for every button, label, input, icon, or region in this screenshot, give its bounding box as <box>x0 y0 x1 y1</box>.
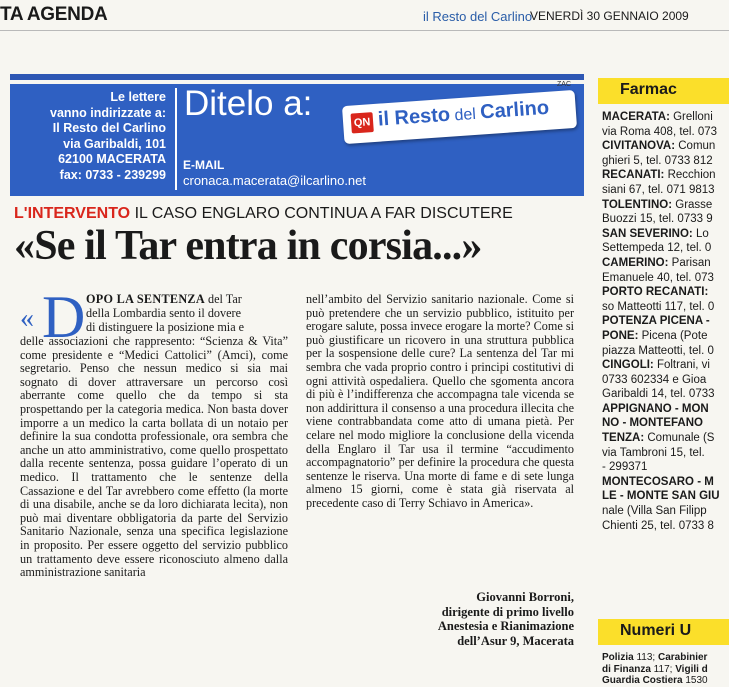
address-line: via Garibaldi, 101 <box>63 136 166 151</box>
banner-divider <box>175 88 177 190</box>
pharmacy-line: Settempeda 12, tel. 0 <box>602 242 712 255</box>
article-lead <box>20 284 288 350</box>
lead-line: di distinguere la posizione mia e <box>86 320 245 334</box>
pharmacy-line: nale (Villa San Filipp <box>602 505 707 518</box>
logo-wordmark: il Resto del Carlino <box>377 96 550 131</box>
issue-date: VENERDÌ 30 GENNAIO 2009 <box>530 9 689 23</box>
author-signature <box>438 590 574 648</box>
pharmacy-title: Farmac <box>620 81 677 98</box>
address-line: Le lettere <box>110 90 166 104</box>
pharmacy-line: piazza Matteotti, tel. 0 <box>602 344 714 357</box>
pharmacy-line: NO - MONTEFANO <box>602 417 703 430</box>
article-body-part: nell’ambito del Servizio sanitario nazionale. Come si può pretendere che un servizio pubblico, istituito per erogare salute, possa invece erogare la morte? Come si può giustificare un ricovero in una struttura pubblica per la sospensione delle cure? La sentenza del Tar mi sembra che vada proprio contro i principi costitutivi di ogni attività ospedaliera. Quello che sgomenta ancora di più è l’indifferenza che accompagna tale vicenda se non addirittura il consenso a una procedura illecita che viene contrabbandata come atto di umana pietà. Per celare nel modo migliore la conclusione della vicenda della Englaro il Tar usa il termine “accudimento accompagnatorio” per definire la procedura che questa sentenze le riserva. Una morte di fame e di sete lunga almeno 15 giorni, come è stata già riservata al precedente caso di Terry Schiavo in America». <box>306 292 574 510</box>
article-body-part: delle associazioni che rappresento: “Scienza & Vita” come presidente e “Medici Cattolici” (Amci), come segretario. Penso che nessun medico si sia mai sognato di dover attraversare un percorso così aberrante come quello che da tempo si sta prospettando per la categoria medica. Non basta dover imporre a un medico la carta bollata di un notaio per definire la sua condotta professionale, ora sembra che anche un atto amministrativo, come quello prospettato dalla recente sentenza, possa guidare l’operato di un medico. Il trattamento che le sentenze della Cassazione e del Tar avrebbero come effetto (la morte di una disabile, anche se da loro dichiarata lecita), non può mai diventare obbligatoria da parte del Servizio Sanitario Nazionale, senza una specifica legislazione in proposito. Per essere oggetto del servizio pubblico un trattamento deve essere riconosciuto almeno dalla amministrazione sanitaria <box>20 334 288 580</box>
numbers-title: Numeri U <box>620 622 692 639</box>
pharmacy-line: Emanuele 40, tel. 073 <box>602 271 714 284</box>
pharmacy-line: PONE: Picena (Pote <box>602 329 708 342</box>
numbers-line: di Finanza 117; Vigili d <box>602 663 708 675</box>
drop-cap: D <box>42 284 86 350</box>
newspaper-name: il Resto del Carlino <box>423 9 533 24</box>
email-address[interactable]: cronaca.macerata@ilcarlino.net <box>183 173 367 188</box>
banner-top-rule <box>10 74 584 80</box>
signature-line: dirigente di primo livello <box>441 604 574 619</box>
pharmacy-line: TOLENTINO: Grasse <box>602 198 713 211</box>
pharmacy-line: RECANATI: Recchion <box>602 169 716 182</box>
kicker-text: IL CASO ENGLARO CONTINUA A FAR DISCUTERE <box>134 205 513 222</box>
pharmacy-line: via Roma 408, tel. 073 <box>602 125 718 138</box>
address-line: fax: 0733 - 239299 <box>59 167 166 182</box>
pharmacy-line: siani 67, tel. 071 9813 <box>602 183 715 196</box>
signature-line: dell’Asur 9, Macerata <box>457 633 574 648</box>
kicker-label: L'INTERVENTO <box>14 205 131 222</box>
pharmacy-line: TENZA: Comunale (S <box>602 432 715 445</box>
open-quote-mark: « <box>20 303 34 334</box>
emergency-numbers <box>602 652 729 687</box>
pharmacy-line: via Tambroni 15, tel. <box>602 446 705 459</box>
pharmacy-line: - 299371 <box>602 461 648 474</box>
address-line: Il Resto del Carlino <box>52 121 166 135</box>
pharmacy-line: CAMERINO: Parisan <box>602 256 711 269</box>
pharmacy-line: POTENZA PICENA - <box>602 315 710 328</box>
pharmacy-line: PORTO RECANATI: <box>602 286 709 299</box>
pharmacy-line: ghieri 5, tel. 0733 812 <box>602 154 713 167</box>
corner-mark: ZAC <box>557 81 571 88</box>
pharmacy-line: SAN SEVERINO: Lo <box>602 227 709 240</box>
section-title: TA AGENDA <box>0 4 108 25</box>
newspaper-logo <box>342 90 577 144</box>
article-column-1 <box>20 284 288 580</box>
pharmacy-line: MACERATA: Grelloni <box>602 111 713 123</box>
pharmacy-line: MONTECOSARO - M <box>602 475 714 488</box>
lead-line: OPO LA SENTENZA del Tar <box>86 292 242 306</box>
pharmacy-line: Buozzi 15, tel. 0733 9 <box>602 213 713 226</box>
pharmacy-line: so Matteotti 117, tel. 0 <box>602 300 715 313</box>
address-line: vanno indirizzate a: <box>50 105 166 120</box>
numbers-line: Guardia Costiera 1530 <box>602 675 708 686</box>
pharmacy-line: LE - MONTE SAN GIU <box>602 490 720 503</box>
article-column-2 <box>306 292 574 648</box>
page-header <box>0 0 729 31</box>
email-label: E-MAIL <box>183 158 225 172</box>
sidebar-services <box>598 74 729 687</box>
pharmacy-line: Garibaldi 14, tel. 0733 <box>602 388 715 401</box>
letters-banner <box>10 84 584 196</box>
pharmacy-list <box>602 110 729 533</box>
article-kicker <box>14 205 513 223</box>
numbers-line: Polizia 113; Carabinier <box>602 652 708 663</box>
address-line: 62100 MACERATA <box>58 152 166 166</box>
postal-address <box>20 90 166 183</box>
pharmacy-line: APPIGNANO - MON <box>602 402 709 415</box>
qn-logo-icon: QN <box>350 112 373 133</box>
pharmacy-line: Chienti 25, tel. 0733 8 <box>602 519 714 532</box>
pharmacy-line: 0733 602334 e Gioa <box>602 373 707 386</box>
signature-line: Anestesia e Rianimazione <box>437 619 574 633</box>
banner-title: Ditelo a: <box>184 84 313 123</box>
pharmacy-header <box>598 78 729 104</box>
lead-line: della Lombardia sento il dovere <box>86 306 241 320</box>
pharmacy-line: CIVITANOVA: Comun <box>602 140 716 153</box>
pharmacy-line: CINGOLI: Foltrani, vi <box>602 359 710 372</box>
article-headline: «Se il Tar entra in corsia...» <box>14 223 482 269</box>
numbers-header <box>598 619 729 645</box>
signature-line: Giovanni Borroni, <box>476 590 574 604</box>
